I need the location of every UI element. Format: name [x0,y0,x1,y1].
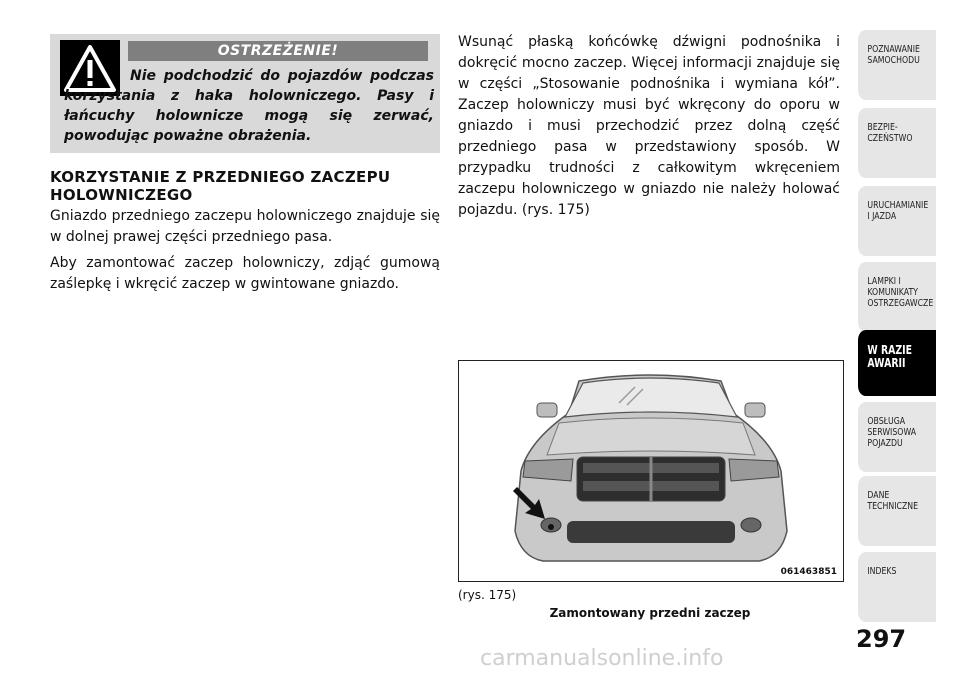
paragraph-socket-location: Gniazdo przedniego zaczepu holowniczego znajduje się w dolnej prawej części przedniego pasa. [50,208,440,245]
tab-label: INDEKS [867,566,897,577]
figure-tow-hook [458,360,844,582]
page-number: 297 [856,625,907,653]
tab-bezpieczenstwo[interactable] [858,108,936,178]
warning-title: OSTRZEŻENIE! [128,41,428,61]
tab-label: OBSŁUGA SERWISOWA POJAZDU [867,416,917,449]
figure-reference: (rys. 175) [458,588,517,602]
tab-label: POZNAWANIE SAMOCHODU [867,44,920,66]
tab-dane-techniczne[interactable] [858,476,936,546]
watermark: carmanualsonline.info [480,646,724,671]
tab-obsluga[interactable] [858,402,936,472]
warning-text: Nie podchodzić do pojazdów podczas korzystania z haka holowniczego. Pasy i łańcuchy holownicze mogą się zerwać, powodując poważne obrażenia. [64,68,434,144]
tab-label: W RAZIE AWARII [867,343,913,370]
tab-label: LAMPKI I KOMUNIKATY OSTRZEGAWCZE [867,276,934,309]
figure-code: 061463851 [780,567,837,577]
car-front-illustration [459,361,843,581]
tab-label: DANE TECHNICZNE [867,490,919,512]
tab-uruchamianie[interactable] [858,186,936,256]
paragraph-instructions: Wsunąć płaską końcówkę dźwigni podnośnika i dokręcić mocno zaczep. Więcej informacji znajduje się w części „Stosowanie podnośnika i wymiana kół”. Zaczep holowniczy musi być wkręcony do oporu w gniazdo i musi przechodzić przez dolną część przedniego pasa w przedstawiony sposób. W przypadku trudności z całkowitym wkręceniem zaczepu holowniczego w gniazdo nie należy holować pojazdu. (rys. 175) [458,34,840,218]
tab-lampki[interactable] [858,262,936,332]
tab-indeks[interactable] [858,552,936,622]
tab-label: URUCHAMIANIE I JAZDA [867,200,929,222]
tab-label: BEZPIE- CZEŃSTWO [867,122,913,144]
paragraph-mounting: Aby zamontować zaczep holowniczy, zdjąć gumową zaślepkę i wkręcić zaczep w gwintowane gniazdo. [50,255,440,292]
figure-caption: Zamontowany przedni zaczep [549,606,751,620]
tab-poznawanie[interactable] [858,30,936,100]
warning-box [50,34,440,153]
tab-w-razie-awarii[interactable] [858,330,936,396]
section-heading: KORZYSTANIE Z PRZEDNIEGO ZACZEPU HOLOWNICZEGO [50,168,391,204]
